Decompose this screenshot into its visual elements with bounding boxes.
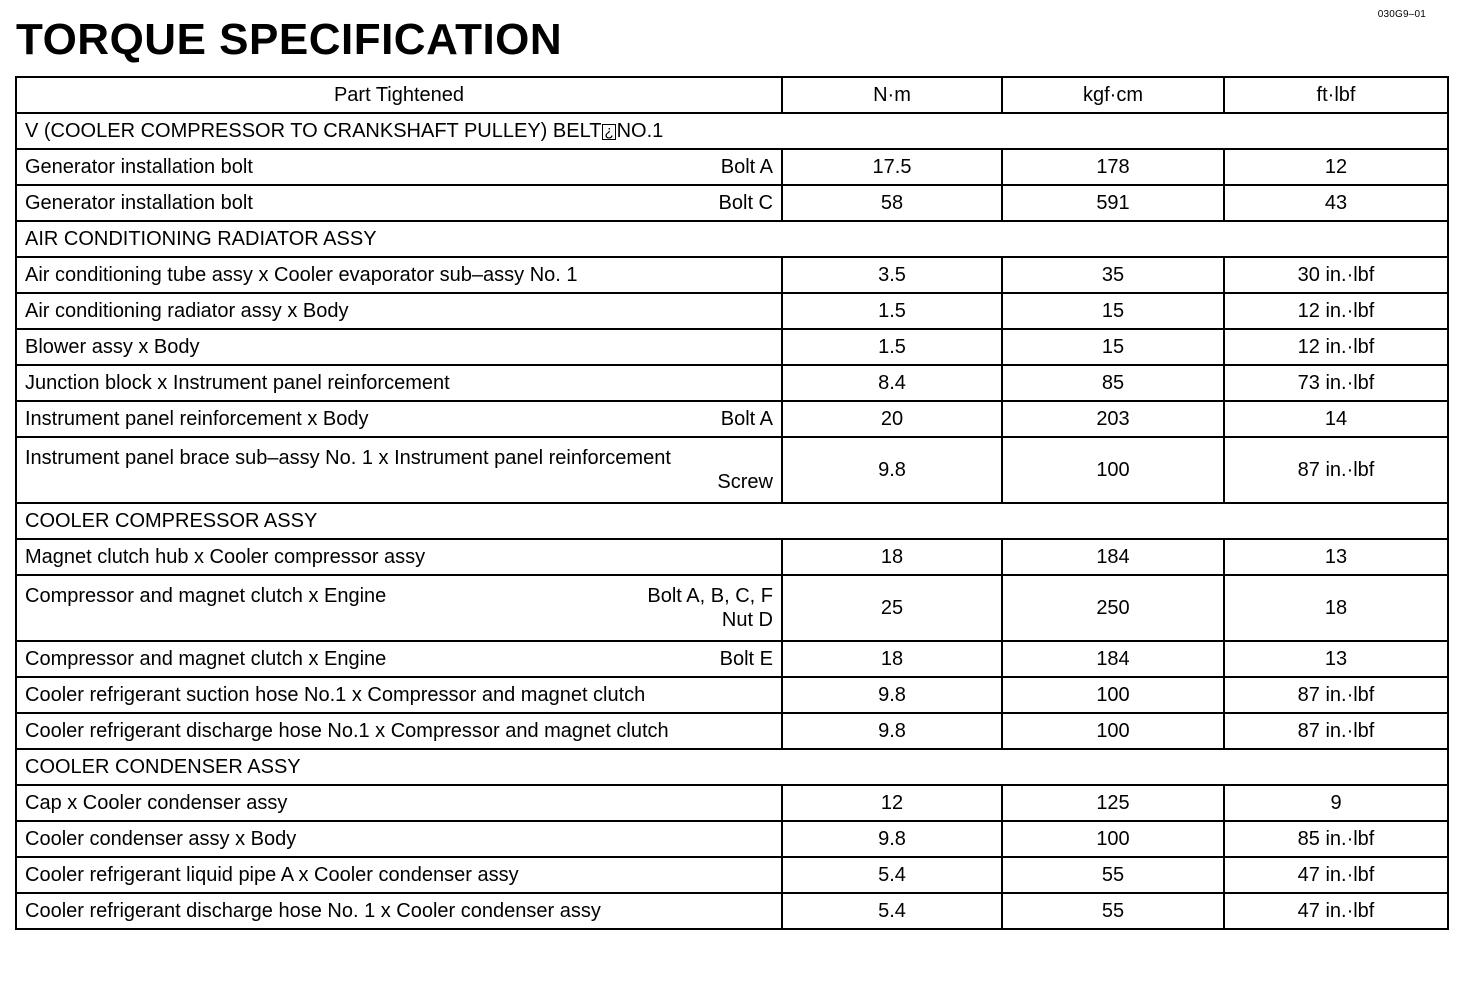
ftlbf-cell: 14 [1224, 401, 1448, 437]
part-location: Bolt C [718, 192, 773, 214]
table-row [16, 641, 1448, 677]
torque-table [15, 76, 1449, 930]
part-description: Cooler refrigerant suction hose No.1 x Compressor and magnet clutch [25, 684, 646, 706]
part-description: Compressor and magnet clutch x Engine [25, 648, 387, 670]
nm-cell: 25 [782, 575, 1002, 641]
kgfcm-cell: 85 [1002, 365, 1224, 401]
part-cell [16, 401, 782, 437]
table-row [16, 539, 1448, 575]
part-description: Cooler refrigerant discharge hose No.1 x Compressor and magnet clutch [25, 720, 669, 742]
table-row [16, 365, 1448, 401]
header-nm: N·m [782, 77, 1002, 113]
nm-cell: 12 [782, 785, 1002, 821]
part-description: Generator installation bolt [25, 192, 253, 214]
table-row [16, 437, 1448, 503]
table-row [16, 677, 1448, 713]
part-description: Cap x Cooler condenser assy [25, 792, 288, 814]
ftlbf-cell: 87 in.·lbf [1224, 437, 1448, 503]
part-location: Bolt A [720, 408, 773, 430]
nm-cell: 18 [782, 641, 1002, 677]
ftlbf-cell: 47 in.·lbf [1224, 893, 1448, 929]
section-row [16, 503, 1448, 539]
part-cell [16, 575, 782, 641]
part-description: Air conditioning tube assy x Cooler evaporator sub–assy No. 1 [25, 264, 578, 286]
ftlbf-cell: 12 [1224, 149, 1448, 185]
part-description: Cooler refrigerant liquid pipe A x Cooler condenser assy [25, 864, 519, 886]
ftlbf-cell: 12 in.·lbf [1224, 293, 1448, 329]
table-row [16, 821, 1448, 857]
nm-cell: 5.4 [782, 893, 1002, 929]
nm-cell: 1.5 [782, 293, 1002, 329]
nm-cell: 3.5 [782, 257, 1002, 293]
kgfcm-cell: 178 [1002, 149, 1224, 185]
part-cell [16, 713, 782, 749]
part-description: Cooler condenser assy x Body [25, 828, 297, 850]
section-row [16, 113, 1448, 149]
header-ftlbf: ft·lbf [1224, 77, 1448, 113]
header-kgfcm: kgf·cm [1002, 77, 1224, 113]
table-row [16, 329, 1448, 365]
part-cell [16, 821, 782, 857]
kgfcm-cell: 203 [1002, 401, 1224, 437]
part-cell [16, 185, 782, 221]
part-cell [16, 641, 782, 677]
section-symbol: ¿ [604, 123, 614, 140]
part-cell [16, 539, 782, 575]
part-location: Bolt A, B, C, F [647, 585, 773, 607]
kgfcm-cell: 591 [1002, 185, 1224, 221]
ftlbf-cell: 87 in.·lbf [1224, 677, 1448, 713]
table-row [16, 185, 1448, 221]
kgfcm-cell: 100 [1002, 437, 1224, 503]
ftlbf-cell: 43 [1224, 185, 1448, 221]
nm-cell: 9.8 [782, 821, 1002, 857]
kgfcm-cell: 55 [1002, 893, 1224, 929]
part-cell [16, 365, 782, 401]
part-cell [16, 437, 782, 503]
page-title: TORQUE SPECIFICATION [16, 15, 563, 64]
ftlbf-cell: 13 [1224, 539, 1448, 575]
part-cell [16, 785, 782, 821]
header-part: Part Tightened [16, 77, 782, 113]
table-row [16, 893, 1448, 929]
part-location: Screw [717, 471, 773, 493]
nm-cell: 9.8 [782, 677, 1002, 713]
table-row [16, 713, 1448, 749]
kgfcm-cell: 15 [1002, 329, 1224, 365]
kgfcm-cell: 125 [1002, 785, 1224, 821]
ftlbf-cell: 85 in.·lbf [1224, 821, 1448, 857]
nm-cell: 18 [782, 539, 1002, 575]
ftlbf-cell: 12 in.·lbf [1224, 329, 1448, 365]
part-description: Junction block x Instrument panel reinforcement [25, 372, 450, 394]
document-code: 030G9–01 [1377, 9, 1426, 20]
ftlbf-cell: 18 [1224, 575, 1448, 641]
kgfcm-cell: 15 [1002, 293, 1224, 329]
part-description: Generator installation bolt [25, 156, 253, 178]
nm-cell: 5.4 [782, 857, 1002, 893]
part-location: Bolt A [720, 156, 773, 178]
part-cell [16, 893, 782, 929]
part-cell [16, 677, 782, 713]
table-row [16, 149, 1448, 185]
part-cell [16, 293, 782, 329]
ftlbf-cell: 30 in.·lbf [1224, 257, 1448, 293]
section-title: AIR CONDITIONING RADIATOR ASSY [16, 221, 1448, 257]
nm-cell: 17.5 [782, 149, 1002, 185]
nm-cell: 1.5 [782, 329, 1002, 365]
part-cell [16, 329, 782, 365]
ftlbf-cell: 47 in.·lbf [1224, 857, 1448, 893]
section-row [16, 221, 1448, 257]
kgfcm-cell: 100 [1002, 677, 1224, 713]
part-description: Magnet clutch hub x Cooler compressor assy [25, 546, 426, 568]
kgfcm-cell: 100 [1002, 713, 1224, 749]
part-cell [16, 149, 782, 185]
part-cell [16, 857, 782, 893]
table-row [16, 293, 1448, 329]
section-row [16, 749, 1448, 785]
ftlbf-cell: 13 [1224, 641, 1448, 677]
part-location-secondary: Nut D [721, 609, 773, 631]
part-description: Instrument panel reinforcement x Body [25, 408, 369, 430]
table-row [16, 857, 1448, 893]
kgfcm-cell: 55 [1002, 857, 1224, 893]
section-title: COOLER COMPRESSOR ASSY [16, 503, 1448, 539]
table-row [16, 401, 1448, 437]
part-description: Blower assy x Body [25, 336, 200, 358]
nm-cell: 9.8 [782, 437, 1002, 503]
section-title: COOLER CONDENSER ASSY [16, 749, 1448, 785]
kgfcm-cell: 35 [1002, 257, 1224, 293]
ftlbf-cell: 9 [1224, 785, 1448, 821]
nm-cell: 58 [782, 185, 1002, 221]
section-title: V (COOLER COMPRESSOR TO CRANKSHAFT PULLEY) BELT ¿ NO.1 [16, 113, 1448, 149]
ftlbf-cell: 73 in.·lbf [1224, 365, 1448, 401]
part-description: Instrument panel brace sub–assy No. 1 x Instrument panel reinforcement [25, 447, 671, 469]
part-description: Compressor and magnet clutch x Engine [25, 585, 387, 607]
kgfcm-cell: 184 [1002, 641, 1224, 677]
nm-cell: 9.8 [782, 713, 1002, 749]
part-description: Air conditioning radiator assy x Body [25, 300, 349, 322]
kgfcm-cell: 184 [1002, 539, 1224, 575]
table-row [16, 257, 1448, 293]
part-location: Bolt E [719, 648, 773, 670]
kgfcm-cell: 250 [1002, 575, 1224, 641]
ftlbf-cell: 87 in.·lbf [1224, 713, 1448, 749]
header-row [16, 77, 1448, 113]
nm-cell: 8.4 [782, 365, 1002, 401]
table-row [16, 785, 1448, 821]
part-cell [16, 257, 782, 293]
table-row [16, 575, 1448, 641]
nm-cell: 20 [782, 401, 1002, 437]
part-description: Cooler refrigerant discharge hose No. 1 x Cooler condenser assy [25, 900, 601, 922]
kgfcm-cell: 100 [1002, 821, 1224, 857]
